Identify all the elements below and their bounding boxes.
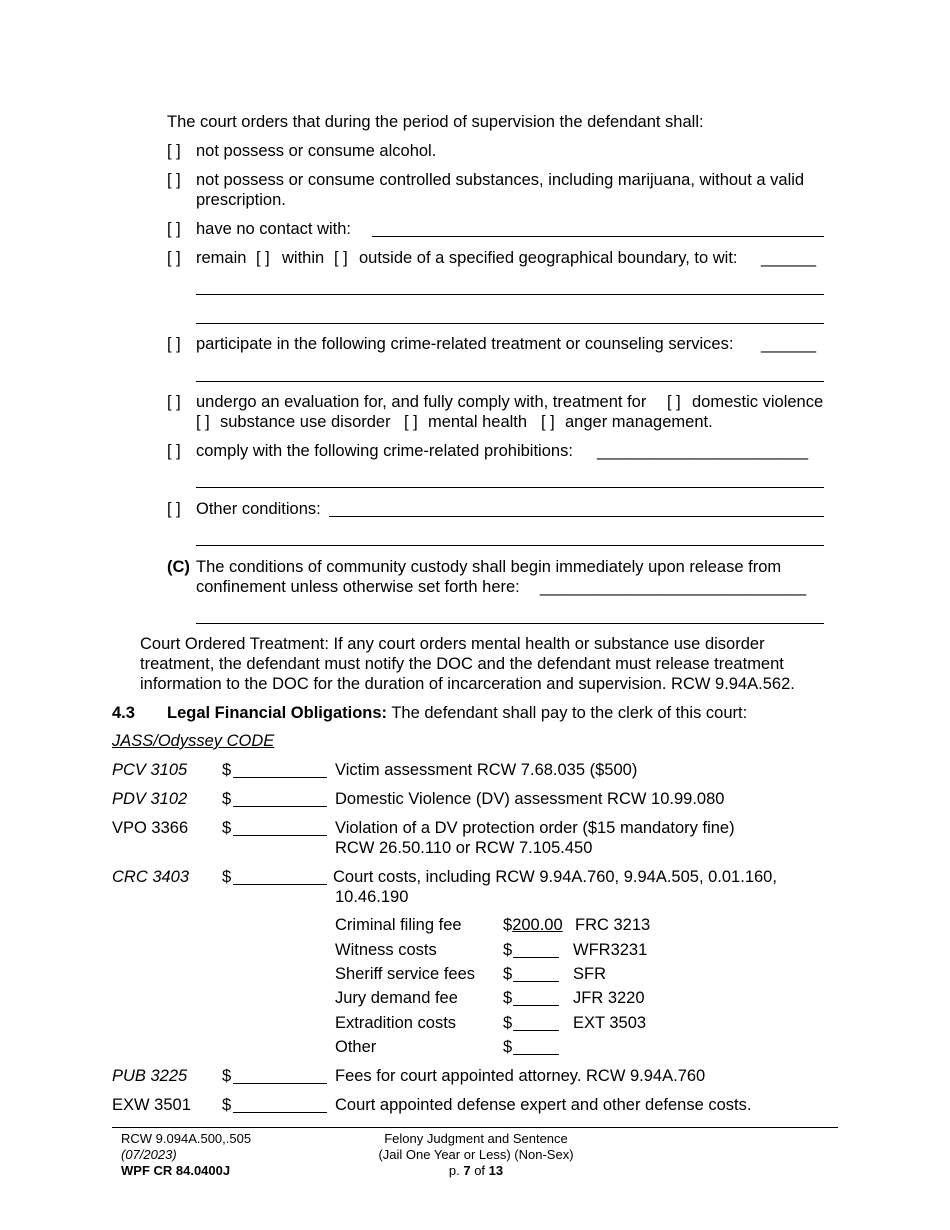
checkbox-prohibitions[interactable]: [ ] <box>167 442 181 460</box>
pcv-code: PCV 3105 <box>112 761 188 779</box>
exw-dollar: $ <box>222 1096 232 1114</box>
pub-amount-field[interactable] <box>233 1083 327 1084</box>
label-domestic-violence: domestic violence <box>692 393 824 411</box>
checkbox-other[interactable]: [ ] <box>167 500 181 518</box>
section-c-line2: confinement unless otherwise set forth here: <box>196 578 520 596</box>
pub-code: PUB 3225 <box>112 1067 188 1085</box>
prohibitions-blank-short[interactable]: _______________________ <box>597 442 809 460</box>
other-cost-label: Other <box>335 1038 377 1056</box>
exw-code: EXW 3501 <box>112 1096 191 1114</box>
prohibitions-blank-line[interactable] <box>196 487 824 488</box>
condition-substances-line1: not possess or consume controlled substances, including marijuana, without a valid <box>196 171 805 189</box>
boundary-blank-short[interactable]: ______ <box>761 249 817 267</box>
extradition-field[interactable] <box>513 1030 559 1031</box>
checkbox-substances[interactable]: [ ] <box>167 171 181 189</box>
pub-dollar: $ <box>222 1067 232 1085</box>
section-43-heading <box>167 703 747 723</box>
crc-desc-line1: Court costs, including RCW 9.94A.760, 9.94A.505, 0.01.160, <box>333 868 777 886</box>
footer-title-line2: (Jail One Year or Less) (Non-Sex) <box>378 1147 574 1162</box>
treatment-notice-line2: treatment, the defendant must notify the DOC and the defendant must release treatment <box>140 655 784 673</box>
crc-amount-field[interactable] <box>233 884 327 885</box>
footer-of: of <box>474 1163 486 1178</box>
footer-page: 7 <box>463 1163 471 1178</box>
checkbox-alcohol[interactable]: [ ] <box>167 142 181 160</box>
checkbox-no-contact[interactable]: [ ] <box>167 220 181 238</box>
checkbox-evaluation[interactable]: [ ] <box>167 393 181 411</box>
section-43-title: Legal Financial Obligations: <box>167 704 388 722</box>
footer-total-pages: 13 <box>488 1163 504 1178</box>
pdv-code: PDV 3102 <box>112 790 188 808</box>
pdv-desc: Domestic Violence (DV) assessment RCW 10.99.080 <box>335 790 725 808</box>
filing-fee-dollar: $ <box>503 916 513 934</box>
vpo-desc-line2: RCW 26.50.110 or RCW 7.105.450 <box>335 839 593 857</box>
pub-desc: Fees for court appointed attorney. RCW 9.94A.760 <box>335 1067 706 1085</box>
checkbox-domestic-violence[interactable]: [ ] <box>667 393 681 411</box>
sheriff-fees-dollar: $ <box>503 965 513 983</box>
pcv-amount-field[interactable] <box>233 777 327 778</box>
footer-date: (07/2023) <box>121 1147 177 1162</box>
checkbox-boundary[interactable]: [ ] <box>167 249 181 267</box>
treatment-blank-short[interactable]: ______ <box>761 335 817 353</box>
witness-costs-label: Witness costs <box>335 941 437 959</box>
vpo-code: VPO 3366 <box>112 819 189 837</box>
footer-page-prefix: p. <box>448 1163 460 1178</box>
condition-outside: outside of a specified geographical boundary, to wit: <box>359 249 738 267</box>
boundary-blank-line1[interactable] <box>196 294 824 295</box>
condition-substances-line2: prescription. <box>196 191 286 209</box>
filing-fee-amount <box>503 915 563 935</box>
vpo-desc-line1: Violation of a DV protection order ($15 mandatory fine) <box>335 819 735 837</box>
condition-evaluation: undergo an evaluation for, and fully comply with, treatment for <box>196 393 647 411</box>
footer-form-number: WPF CR 84.0400J <box>121 1163 231 1178</box>
no-contact-blank[interactable] <box>372 236 824 237</box>
jury-fee-dollar: $ <box>503 989 513 1007</box>
footer-title-line1: Felony Judgment and Sentence <box>384 1131 568 1146</box>
sheriff-fees-field[interactable] <box>513 981 559 982</box>
treatment-blank-line[interactable] <box>196 381 824 382</box>
section-c-line1: The conditions of community custody shall begin immediately upon release from <box>196 558 782 576</box>
pcv-desc: Victim assessment RCW 7.68.035 ($500) <box>335 761 638 779</box>
boundary-blank-line2[interactable] <box>196 323 824 324</box>
footer-rule <box>112 1127 838 1128</box>
checkbox-anger[interactable]: [ ] <box>541 413 555 431</box>
condition-treatment: participate in the following crime-related treatment or counseling services: <box>196 335 734 353</box>
filing-fee-value[interactable]: 200.00 <box>512 916 563 934</box>
exw-desc: Court appointed defense expert and other defense costs. <box>335 1096 752 1114</box>
other-blank-line2[interactable] <box>196 545 824 546</box>
extradition-dollar: $ <box>503 1014 513 1032</box>
filing-fee-label: Criminal filing fee <box>335 916 462 934</box>
section-c-label: (C) <box>167 558 190 576</box>
section-c-blank-short[interactable]: _____________________________ <box>540 578 807 596</box>
other-blank-line1[interactable] <box>329 516 824 517</box>
checkbox-treatment[interactable]: [ ] <box>167 335 181 353</box>
label-mental-health: mental health <box>428 413 528 431</box>
treatment-notice-line1: Court Ordered Treatment: If any court orders mental health or substance use disorder <box>140 635 765 653</box>
extradition-label: Extradition costs <box>335 1014 457 1032</box>
sheriff-fees-label: Sheriff service fees <box>335 965 476 983</box>
treatment-notice-line3: information to the DOC for the duration of incarceration and supervision. RCW 9.94A.562. <box>140 675 795 693</box>
section-c-blank-line[interactable] <box>196 623 824 624</box>
code-header: JASS/Odyssey CODE <box>112 732 275 750</box>
vpo-dollar: $ <box>222 819 232 837</box>
filing-fee-code: FRC 3213 <box>575 916 651 934</box>
condition-prohibitions: comply with the following crime-related prohibitions: <box>196 442 573 460</box>
crc-dollar: $ <box>222 868 232 886</box>
condition-remain: remain <box>196 249 247 267</box>
jury-fee-field[interactable] <box>513 1005 559 1006</box>
other-cost-field[interactable] <box>513 1054 559 1055</box>
condition-other: Other conditions: <box>196 500 321 518</box>
checkbox-substance-use[interactable]: [ ] <box>196 413 210 431</box>
label-substance-use: substance use disorder <box>220 413 391 431</box>
pdv-amount-field[interactable] <box>233 806 327 807</box>
exw-amount-field[interactable] <box>233 1112 327 1113</box>
checkbox-within[interactable]: [ ] <box>256 249 270 267</box>
checkbox-mental-health[interactable]: [ ] <box>404 413 418 431</box>
sheriff-fees-code: SFR <box>573 965 606 983</box>
checkbox-outside[interactable]: [ ] <box>334 249 348 267</box>
extradition-code: EXT 3503 <box>573 1014 647 1032</box>
jury-fee-label: Jury demand fee <box>335 989 458 1007</box>
footer-page-number <box>326 1163 626 1179</box>
witness-costs-dollar: $ <box>503 941 513 959</box>
intro-text: The court orders that during the period of supervision the defendant shall: <box>167 113 704 131</box>
condition-alcohol: not possess or consume alcohol. <box>196 142 437 160</box>
crc-desc-line2: 10.46.190 <box>335 888 409 906</box>
pdv-dollar: $ <box>222 790 232 808</box>
other-cost-dollar: $ <box>503 1038 513 1056</box>
section-43-number: 4.3 <box>112 704 135 722</box>
jury-fee-code: JFR 3220 <box>573 989 645 1007</box>
section-43-text: The defendant shall pay to the clerk of this court: <box>391 704 748 722</box>
pcv-dollar: $ <box>222 761 232 779</box>
condition-within: within <box>282 249 325 267</box>
label-anger: anger management. <box>565 413 713 431</box>
condition-no-contact: have no contact with: <box>196 220 352 238</box>
footer-rcw: RCW 9.094A.500,.505 <box>121 1131 252 1146</box>
witness-costs-code: WFR3231 <box>573 941 648 959</box>
crc-code: CRC 3403 <box>112 868 190 886</box>
witness-costs-field[interactable] <box>513 957 559 958</box>
vpo-amount-field[interactable] <box>233 835 327 836</box>
